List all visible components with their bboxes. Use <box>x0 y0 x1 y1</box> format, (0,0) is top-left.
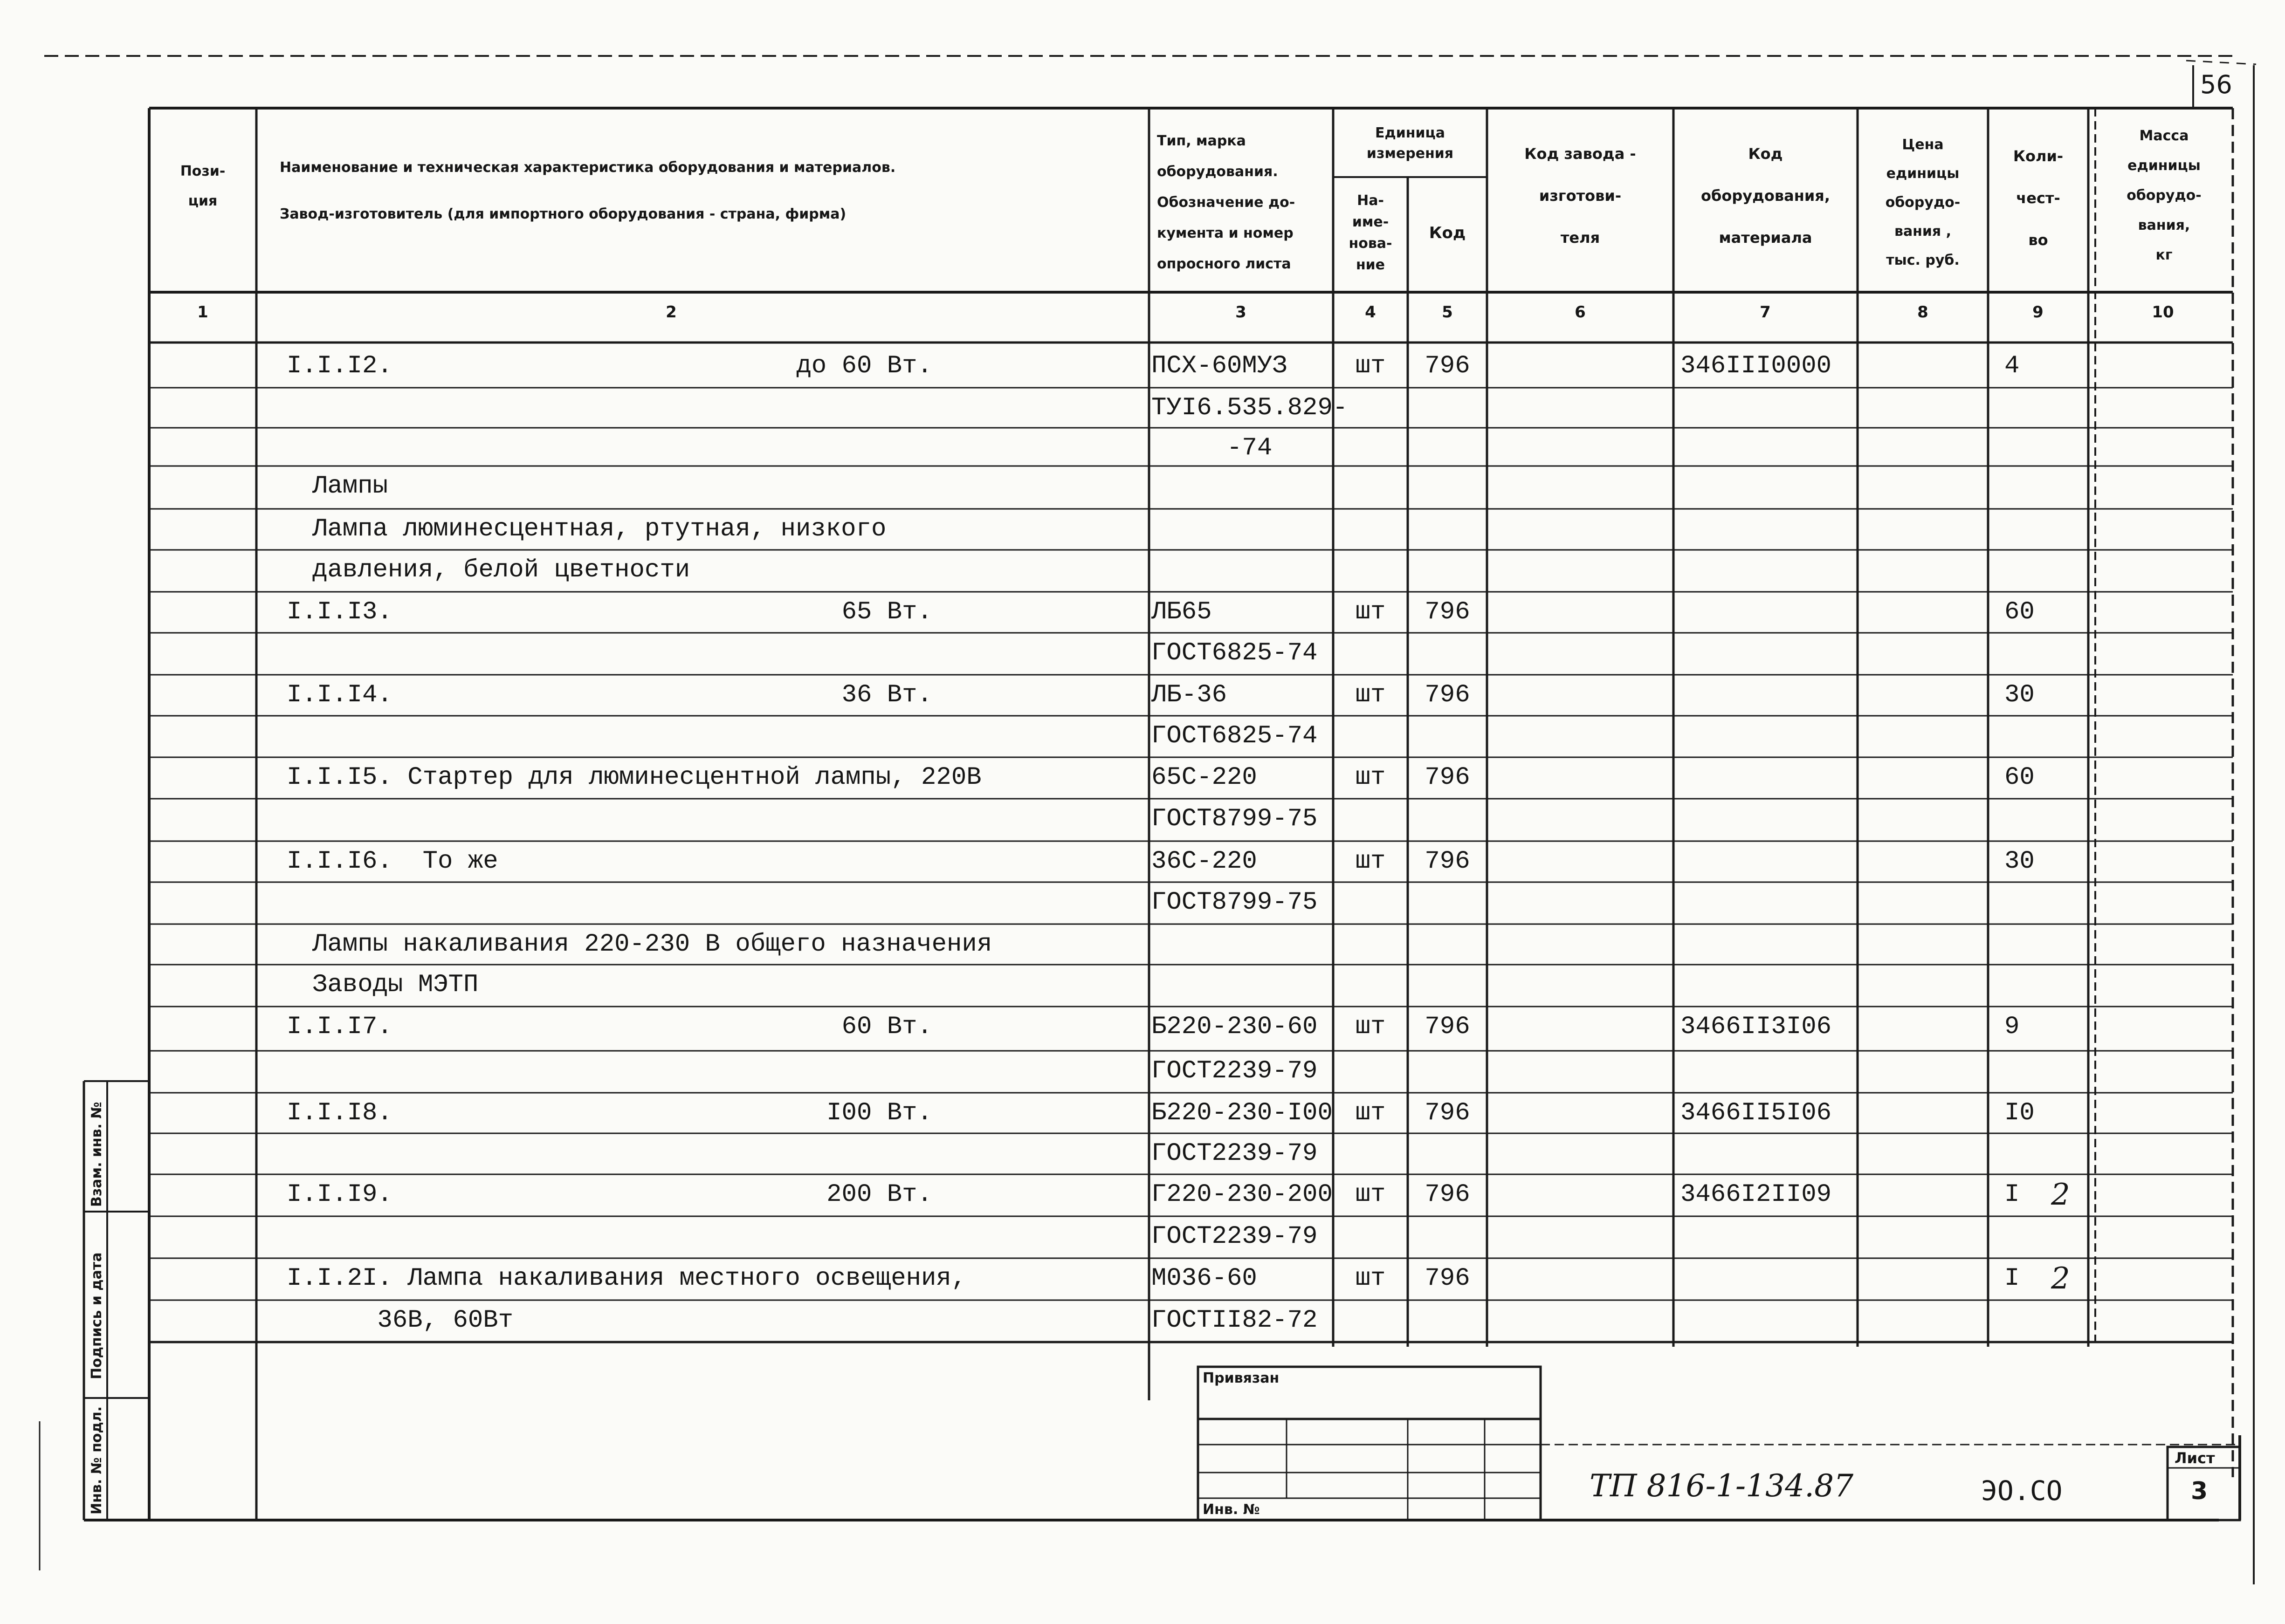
stamp-doc-code: ТП 816-1-134.87 <box>1590 1468 1854 1504</box>
item-quantity: I <box>2004 1264 2020 1293</box>
item-unit: шт <box>1355 1264 1386 1293</box>
item-unit-code: 796 <box>1425 681 1470 709</box>
item-power: до 60 Вт. <box>796 352 932 380</box>
header-plant-code: Код завода - изготови- теля <box>1524 145 1636 247</box>
header-unit-group: Единица измерения <box>1366 124 1454 162</box>
header-unit-name: На- име- нова- ние <box>1349 192 1392 273</box>
column-number: 8 <box>1917 303 1928 322</box>
item-name: I.I.I5. Стартер для люминесцентной лампы, 220В <box>287 763 982 792</box>
side-label-signature-date: Подпись и дата <box>89 1252 105 1379</box>
item-type: ГОСТ6825-74 <box>1151 722 1318 750</box>
item-type: ГОСТ2239-79 <box>1151 1139 1318 1168</box>
item-unit-code: 796 <box>1425 763 1470 792</box>
item-unit-code: 796 <box>1425 352 1470 380</box>
item-type: 36С-220 <box>1151 847 1257 876</box>
item-unit: шт <box>1355 352 1386 380</box>
item-quantity: 30 <box>2004 847 2035 876</box>
item-power: 65 Вт. <box>841 598 932 626</box>
item-unit-code: 796 <box>1425 1180 1470 1209</box>
item-type: Г220-230-200 <box>1151 1180 1333 1209</box>
item-quantity: I <box>2004 1180 2020 1209</box>
item-quantity: 4 <box>2004 352 2020 380</box>
column-number: 5 <box>1442 303 1453 322</box>
item-unit: шт <box>1355 1180 1386 1209</box>
item-type: ГОСТ6825-74 <box>1151 639 1318 667</box>
stamp-sheet-label: Лист <box>2175 1449 2215 1467</box>
item-name: I.I.I8. <box>287 1099 392 1127</box>
stamp-privyazan: Привязан <box>1203 1370 1280 1386</box>
item-type: ГОСТ2239-79 <box>1151 1057 1318 1085</box>
item-type: -74 <box>1151 434 1273 462</box>
item-name: I.I.I6. То же <box>287 847 498 876</box>
item-name: I.I.I2. <box>287 352 392 380</box>
column-number: 10 <box>2152 303 2174 322</box>
header-mass: Масса единицы оборудо- вания, кг <box>2127 128 2202 263</box>
column-number: 2 <box>666 303 677 322</box>
item-name: I.I.I3. <box>287 598 392 626</box>
page-number: 56 <box>2200 70 2232 99</box>
item-equipment-code: 3466II5I06 <box>1680 1099 1832 1127</box>
item-name: 36В, 60Вт <box>287 1306 514 1335</box>
item-unit-code: 796 <box>1425 1099 1470 1127</box>
column-number: 1 <box>197 303 208 322</box>
item-power: I00 Вт. <box>826 1099 932 1127</box>
item-unit: шт <box>1355 681 1386 709</box>
header-type: Тип, марка оборудования. Обозначение до- кумента и номер опросного листа <box>1157 133 1295 272</box>
item-type: Б220-230-60 <box>1151 1013 1318 1041</box>
column-number: 6 <box>1575 303 1586 322</box>
item-power: 60 Вт. <box>841 1013 932 1041</box>
column-number: 7 <box>1760 303 1771 322</box>
column-number: 4 <box>1365 303 1376 322</box>
item-name: Заводы МЭТП <box>312 971 479 999</box>
item-quantity: 9 <box>2004 1013 2020 1041</box>
item-unit: шт <box>1355 1099 1386 1127</box>
item-power: 200 Вт. <box>826 1180 932 1209</box>
item-unit: шт <box>1355 847 1386 876</box>
item-power: 36 Вт. <box>841 681 932 709</box>
item-type: ГОСТ8799-75 <box>1151 805 1318 833</box>
item-unit: шт <box>1355 1013 1386 1041</box>
header-position: Пози- ция <box>180 163 226 209</box>
header-price: Цена единицы оборудо- вания , тыс. руб. <box>1885 137 1961 268</box>
side-label-inv-original: Инв. № подл. <box>89 1406 105 1514</box>
item-type: ГОСТII82-72 <box>1151 1306 1318 1335</box>
header-unit-code: Код <box>1429 224 1466 242</box>
column-number: 9 <box>2032 303 2044 322</box>
item-unit: шт <box>1355 763 1386 792</box>
item-quantity: 30 <box>2004 681 2035 709</box>
item-type: ЛБ-36 <box>1151 681 1227 709</box>
item-type: ГОСТ2239-79 <box>1151 1222 1318 1251</box>
item-quantity-note: 2 <box>2051 1261 2070 1296</box>
item-unit-code: 796 <box>1425 1013 1470 1041</box>
item-type: М036-60 <box>1151 1264 1257 1293</box>
item-quantity: 60 <box>2004 763 2035 792</box>
item-quantity-note: 2 <box>2051 1178 2070 1212</box>
item-unit-code: 796 <box>1425 847 1470 876</box>
item-name: Лампы накаливания 220-230 В общего назначения <box>312 930 992 959</box>
item-equipment-code: 346III0000 <box>1680 352 1832 380</box>
side-label-replace-inv: Взам. инв. № <box>89 1102 105 1207</box>
header-equip-code: Код оборудования, материала <box>1701 145 1830 247</box>
item-name: Лампа люминесцентная, ртутная, низкого <box>312 515 887 543</box>
item-unit: шт <box>1355 598 1386 626</box>
item-quantity: I0 <box>2004 1099 2035 1127</box>
header-qty: Коли- чест- во <box>2013 147 2064 249</box>
stamp-section: ЭО.СО <box>1981 1475 2063 1507</box>
item-type: Б220-230-I00 <box>1151 1099 1333 1127</box>
item-type: ПСХ-60МУЗ <box>1151 352 1287 380</box>
item-type: ЛБ65 <box>1151 598 1212 626</box>
item-name: Лампы <box>312 472 388 500</box>
item-name: I.I.I9. <box>287 1180 392 1209</box>
stamp-inv-no: Инв. № <box>1203 1501 1260 1518</box>
item-quantity: 60 <box>2004 598 2035 626</box>
item-type: ТУI6.535.829- <box>1151 394 1348 422</box>
stamp-sheet-number: 3 <box>2191 1477 2208 1505</box>
item-equipment-code: 3466I2II09 <box>1680 1180 1832 1209</box>
item-name: I.I.2I. Лампа накаливания местного освещения, <box>287 1264 967 1293</box>
item-name: давления, белой цветности <box>312 556 690 584</box>
item-name: I.I.I7. <box>287 1013 392 1041</box>
header-name-line1: Наименование и техническая характеристика оборудования и материалов. <box>280 159 896 176</box>
item-type: ГОСТ8799-75 <box>1151 888 1318 917</box>
item-unit-code: 796 <box>1425 598 1470 626</box>
header-name-line2: Завод-изготовитель (для импортного оборудования - страна, фирма) <box>280 206 847 222</box>
item-unit-code: 796 <box>1425 1264 1470 1293</box>
item-type: 65С-220 <box>1151 763 1257 792</box>
item-equipment-code: 3466II3I06 <box>1680 1013 1832 1041</box>
item-name: I.I.I4. <box>287 681 392 709</box>
column-number: 3 <box>1235 303 1246 322</box>
